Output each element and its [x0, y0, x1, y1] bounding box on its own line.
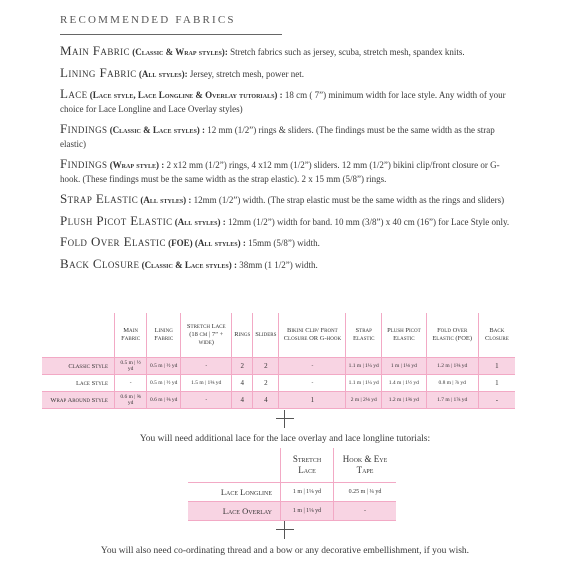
table-cell: - — [279, 375, 346, 392]
fabric-entry-findings-classic — [60, 122, 515, 151]
table-cell: 0.25 m | ¼ yd — [334, 483, 397, 502]
entry-label: Main Fabric — [60, 43, 130, 58]
entry-label: Fold Over Elastic — [60, 234, 166, 249]
table-cell: 0.5 m | ½ yd — [147, 358, 181, 375]
entry-separator: : — [158, 160, 165, 170]
entry-separator: : — [220, 216, 226, 227]
table-header-cell: Stretch Lace (18 cm | 7” + wide) — [181, 313, 232, 358]
table-cell: 1.2 m | 1⅜ yd — [426, 358, 478, 375]
fabric-entry-back-closure — [60, 257, 515, 273]
table-row — [188, 502, 396, 521]
fabric-entry-strap-elastic — [60, 192, 515, 208]
table-row — [42, 392, 515, 409]
entry-text: 2 x12 mm (1/2”) rings, 4 x12 mm (1/2”) sliders. 12 mm (1/2”) bikini clip/front closure or G-hook. (These findings must be the same width as the strap elastic). 2 x 15 mm (5/8”) rings. — [60, 160, 500, 184]
entry-label: Findings — [60, 156, 108, 171]
table-cell: 1.1 m | 1¼ yd — [346, 358, 382, 375]
table-cell: 1 m | 1⅛ yd — [382, 358, 427, 375]
table-cell: 0.8 m | ⅞ yd — [426, 375, 478, 392]
table-cell: 0.5 m | ½ yd — [147, 375, 181, 392]
table-cell: 0.5 m | ½ yd — [115, 358, 147, 375]
footer-note: You will also need co-ordinating thread and a bow or any decorative embellishment, if you wish. — [100, 546, 470, 556]
entry-separator: : — [224, 47, 228, 57]
table-header-cell: Fold Over Elastic (FOE) — [426, 313, 478, 358]
table-header-cell: Sliders — [253, 313, 279, 358]
entry-label: Back Closure — [60, 255, 140, 271]
table-cell: 1.1 m | 1¼ yd — [346, 375, 382, 392]
additional-lace-table — [188, 448, 396, 521]
entry-separator: : — [231, 259, 238, 270]
entry-text: 15mm (5/8”) width. — [245, 238, 320, 248]
table-row — [42, 375, 515, 392]
entry-qualifier: (Classic & Lace styles) — [109, 125, 200, 135]
entry-text: 12 mm (1/2”) rings & sliders. (The findings must be the same width as the strap elastic) — [60, 125, 495, 149]
heading-underline — [60, 34, 282, 35]
table-cell: 0.6 m | ⅝ yd — [147, 392, 181, 409]
entry-qualifier: (Classic & Lace styles) — [141, 259, 232, 270]
table-cell: 1 — [478, 358, 515, 375]
entry-text: Stretch fabrics such as jersey, scuba, stretch mesh, spandex knits. — [227, 47, 465, 57]
table-cell: 2 m | 2⅛ yd — [346, 392, 382, 409]
table-cell: - — [279, 358, 346, 375]
entry-text: 12mm (1/2”) width. (The strap elastic must be the same width as the rings and sliders) — [191, 195, 505, 205]
table-header-cell — [42, 313, 115, 358]
section-heading: RECOMMENDED FABRICS — [60, 14, 236, 26]
lace-note: You will need additional lace for the lace overlay and lace longline tutorials: — [139, 434, 431, 444]
fabric-list — [60, 44, 515, 278]
table-cell: 1 m | 1⅛ yd — [281, 502, 334, 521]
table-header-cell: Plush Picot Elastic — [382, 313, 427, 358]
table-header-row — [42, 313, 515, 358]
entry-separator: : — [186, 195, 192, 205]
plus-icon — [276, 410, 294, 428]
fabric-entry-fold-over — [60, 235, 515, 251]
table-header-cell: Hook & Eye Tape — [334, 448, 397, 483]
entry-qualifier: (FOE) (All styles) — [168, 238, 241, 248]
table-row — [42, 358, 515, 375]
fabric-entry-main — [60, 44, 515, 60]
entry-qualifier: (Wrap style) — [109, 160, 159, 170]
entry-qualifier: (All styles) — [174, 216, 221, 227]
table-cell: - — [334, 502, 397, 521]
table-row — [188, 483, 396, 502]
entry-separator: : — [199, 125, 206, 135]
table-header-cell: Stretch Lace — [281, 448, 334, 483]
table-cell: 1 — [279, 392, 346, 409]
entry-separator: : — [277, 90, 283, 100]
table-header-cell: Back Closure — [478, 313, 515, 358]
entry-separator: : — [184, 68, 188, 79]
table-cell: - — [181, 392, 232, 409]
entry-text: 38mm (1 1/2”) width. — [237, 259, 318, 270]
fabric-entry-lining — [60, 66, 515, 82]
table-cell: - — [115, 375, 147, 392]
table-cell: 1 — [478, 375, 515, 392]
table-cell: - — [181, 358, 232, 375]
entry-label: Lining Fabric — [60, 64, 137, 80]
entry-label: Findings — [60, 121, 108, 136]
row-label: Wrap Around Style — [42, 392, 115, 409]
plus-icon — [276, 521, 294, 539]
table-cell: 2 — [253, 358, 279, 375]
table-cell: 1.5 m | 1⅝ yd — [181, 375, 232, 392]
table-cell: 1.7 m | 1⅞ yd — [426, 392, 478, 409]
entry-label: Strap Elastic — [60, 191, 139, 206]
entry-qualifier: (Lace style, Lace Longline & Overlay tutorials) — [89, 90, 278, 100]
entry-qualifier: (All styles) — [138, 68, 185, 79]
entry-qualifier: (All styles) — [140, 195, 187, 205]
table-header-cell — [188, 448, 281, 483]
table-cell: 0.6 m | ⅝ yd — [115, 392, 147, 409]
entry-text: Jersey, stretch mesh, power net. — [187, 68, 305, 79]
table-cell: - — [478, 392, 515, 409]
entry-qualifier: (Classic & Wrap styles) — [132, 47, 225, 57]
row-label: Lace Overlay — [188, 502, 281, 521]
table-cell: 4 — [232, 375, 253, 392]
table-cell: 1 m | 1⅛ yd — [281, 483, 334, 502]
table-header-cell: Strap Elastic — [346, 313, 382, 358]
fabric-entry-lace — [60, 87, 515, 116]
table-header-row — [188, 448, 396, 483]
row-label: Lace Style — [42, 375, 115, 392]
table-cell: 1.4 m | 1½ yd — [382, 375, 427, 392]
entry-separator: : — [240, 238, 246, 248]
fabric-entry-plush-picot — [60, 214, 515, 230]
table-header-cell: Rings — [232, 313, 253, 358]
table-header-cell: Main Fabric — [115, 313, 147, 358]
table-cell: 1.2 m | 1⅜ yd — [382, 392, 427, 409]
entry-text: 18 cm ( 7”) minimum width for lace style. Any width of your choice for Lace Longline and Lace Overlay styles) — [60, 90, 506, 114]
entry-label: Plush Picot Elastic — [60, 212, 173, 228]
table-header-cell: Lining Fabric — [147, 313, 181, 358]
table-header-cell: Bikini Clip/ Front Closure OR G-hook — [279, 313, 346, 358]
entry-text: 12mm (1/2”) width for band. 10 mm (3/8”) x 40 cm (16”) for Lace Style only. — [225, 216, 510, 227]
row-label: Classic Style — [42, 358, 115, 375]
row-label: Lace Longline — [188, 483, 281, 502]
table-cell: 4 — [253, 392, 279, 409]
table-cell: 4 — [232, 392, 253, 409]
table-cell: 2 — [253, 375, 279, 392]
fabric-entry-findings-wrap — [60, 157, 515, 186]
table-cell: 2 — [232, 358, 253, 375]
entry-label: Lace — [60, 86, 88, 101]
materials-table — [42, 313, 515, 409]
